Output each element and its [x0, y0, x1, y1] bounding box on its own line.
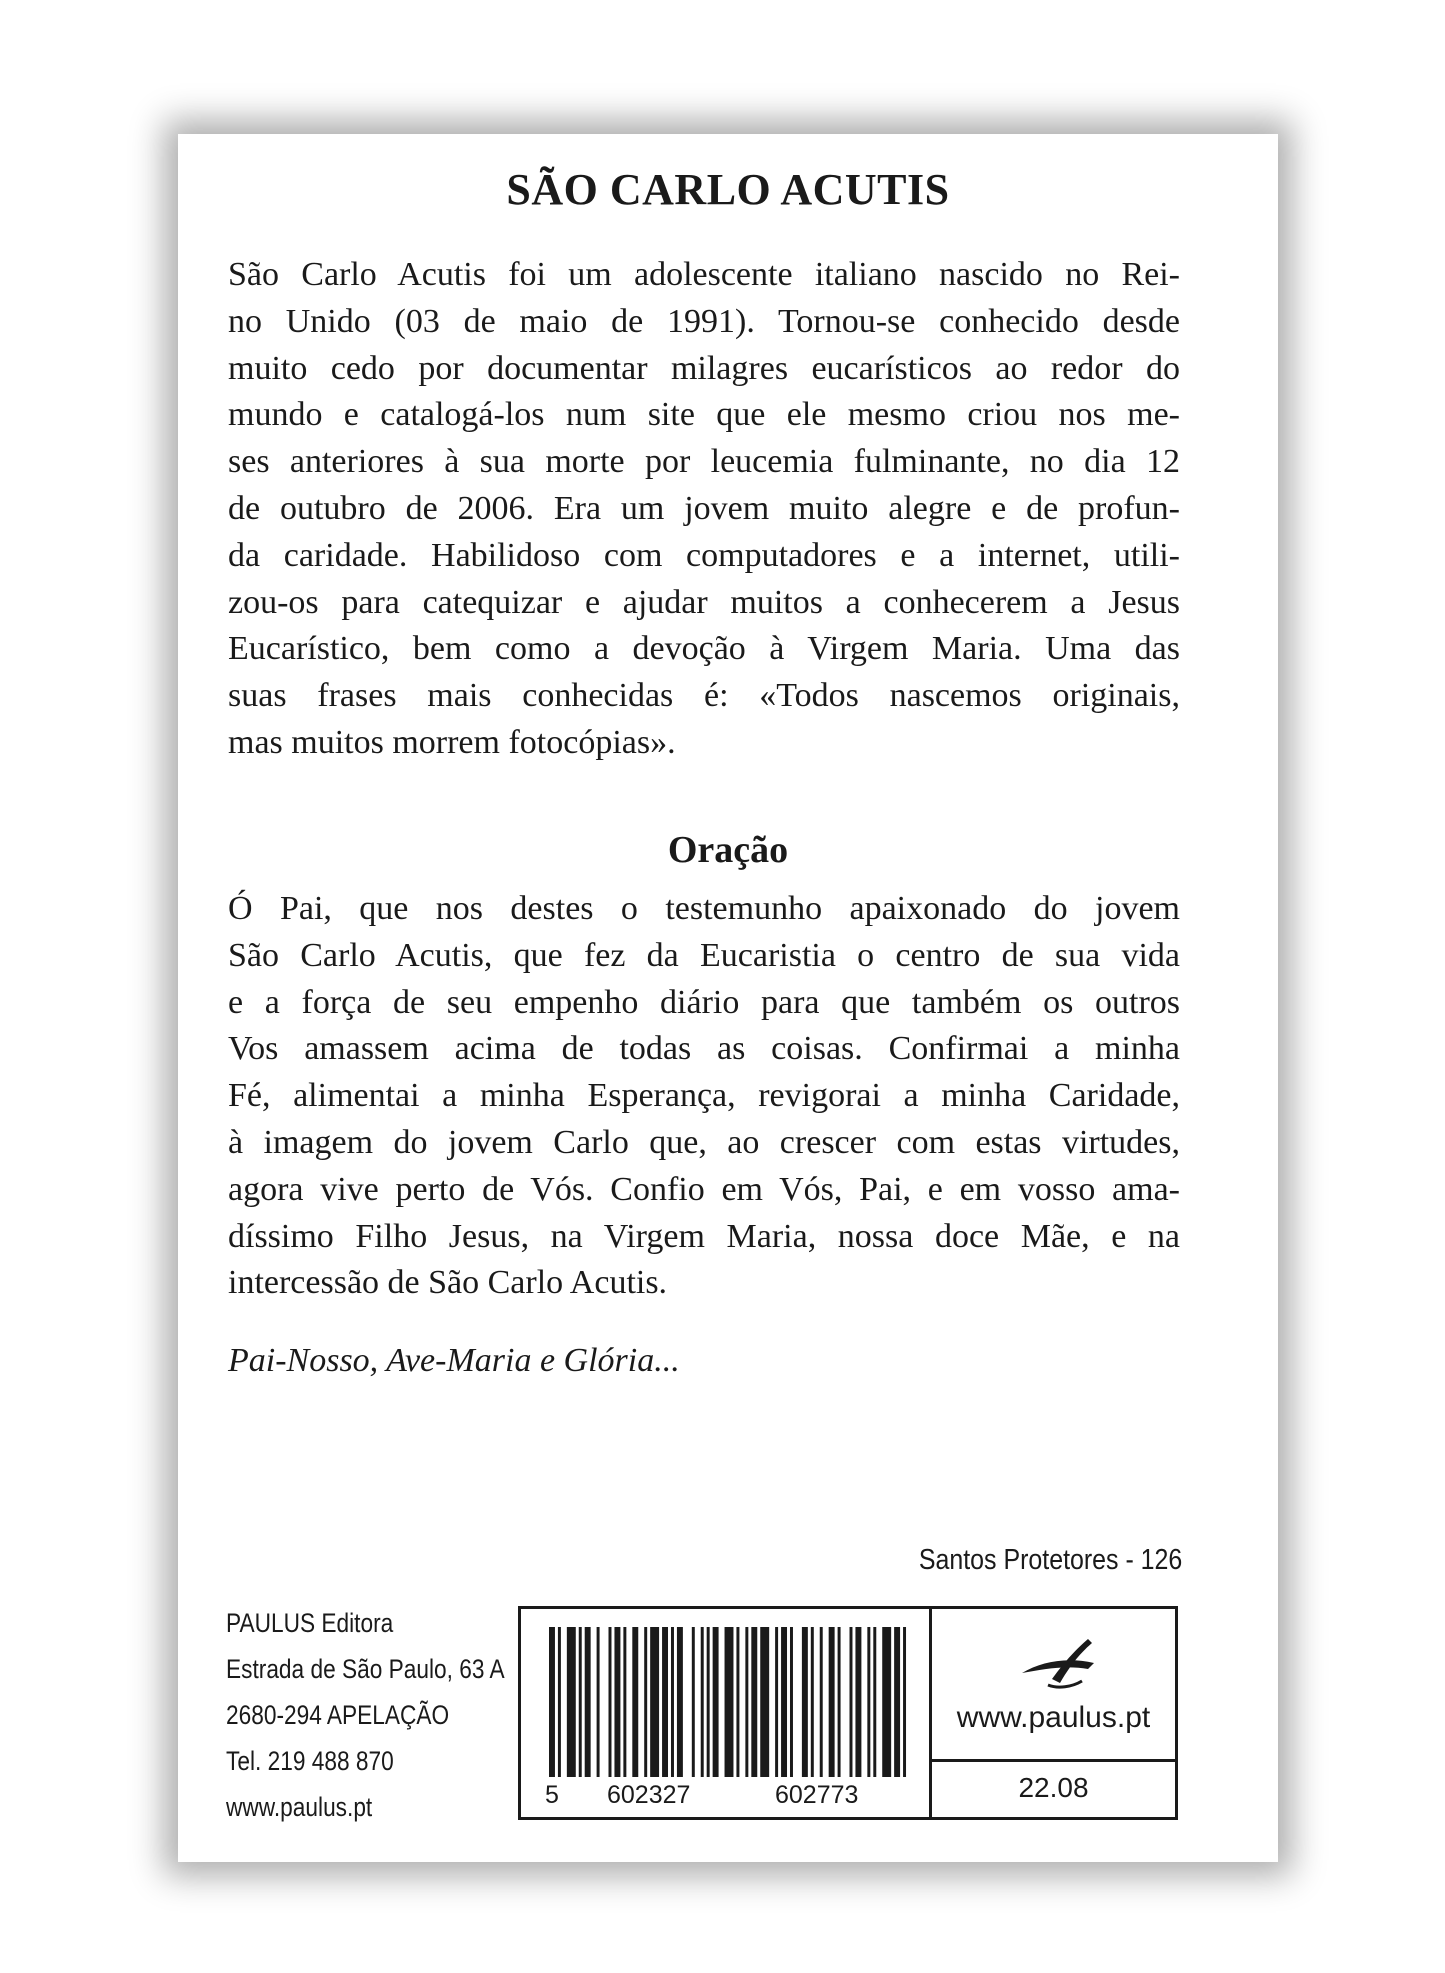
- biography-line: São Carlo Acutis foi um adolescente italiano nascido no Rei-: [228, 256, 1180, 293]
- prayer-line: díssimo Filho Jesus, na Virgem Maria, nossa doce Mãe, e na: [228, 1217, 1180, 1255]
- barcode-bar: [867, 1627, 870, 1777]
- barcode-bar: [692, 1627, 695, 1777]
- barcode-bar: [820, 1627, 823, 1777]
- biography-line: de outubro de 2006. Era um jovem muito alegre e de profun-: [228, 489, 1180, 527]
- barcode-bar: [790, 1627, 793, 1777]
- barcode-digit-right: 602773: [775, 1781, 859, 1809]
- prayer-line: agora vive perto de Vós. Confio em Vós, Pai, e em vosso ama-: [228, 1170, 1180, 1208]
- barcode-digit-left: 602327: [607, 1781, 691, 1809]
- barcode-bar: [751, 1627, 757, 1777]
- barcode-bar: [644, 1627, 647, 1777]
- logo-website: www.paulus.pt: [956, 1701, 1151, 1734]
- barcode-bar: [614, 1627, 620, 1777]
- publisher-street: Estrada de São Paulo, 63 A: [226, 1654, 505, 1684]
- barcode-bar: [671, 1627, 674, 1777]
- barcode-bar: [585, 1627, 591, 1777]
- barcode-bar: [849, 1627, 852, 1777]
- biography-line: mas muitos morrem fotocópias».: [228, 723, 676, 761]
- publisher-phone: Tel. 219 488 870: [226, 1746, 394, 1776]
- barcode-bar: [650, 1627, 659, 1777]
- closing-prayers: Pai-Nosso, Ave-Maria e Glória...: [228, 1342, 680, 1379]
- prayer-line: Vos amassem acima de todas as coisas. Confirmai a minha: [228, 1030, 1180, 1068]
- barcode-bar: [882, 1627, 891, 1777]
- prayer-text: [228, 886, 1180, 1307]
- series-label: Santos Protetores - 126: [918, 1544, 1182, 1576]
- barcode-bar: [802, 1627, 808, 1777]
- barcode-bar: [760, 1627, 769, 1777]
- biography-line: muito cedo por documentar milagres eucarísticos ao redor do: [228, 349, 1180, 387]
- publisher-logo-cell: [932, 1609, 1175, 1759]
- biography-line: ses anteriores à sua morte por leucemia fulminante, no dia 12: [228, 443, 1180, 481]
- publisher-postal: 2680-294 APELAÇÃO: [226, 1700, 450, 1730]
- barcode-bar: [567, 1627, 576, 1777]
- barcode-bar: [745, 1627, 748, 1777]
- barcode-bar: [549, 1627, 555, 1777]
- biography-line: zou-os para catequizar e ajudar muitos a conhecerem a Jesus: [228, 583, 1180, 621]
- biography-line: mundo e catalogá-los num site que ele mesmo criou nos me-: [228, 396, 1180, 434]
- paulus-logo-icon: [1018, 1635, 1100, 1691]
- barcode-bar: [713, 1627, 719, 1777]
- barcode-bar: [597, 1627, 600, 1777]
- card-title: SÃO CARLO ACUTIS: [506, 165, 950, 214]
- barcode-bar: [579, 1627, 582, 1777]
- biography-text: [228, 252, 1180, 767]
- barcode-bar: [725, 1627, 734, 1777]
- product-code: 22.08: [932, 1759, 1175, 1817]
- barcode-bar: [701, 1627, 704, 1777]
- product-info-box: [518, 1606, 1178, 1820]
- publisher-address: [226, 1600, 505, 1830]
- barcode-bar: [903, 1627, 906, 1777]
- prayer-line: e a força de seu empenho diário para que também os outros: [228, 983, 1180, 1021]
- barcode-bar: [775, 1627, 778, 1777]
- barcode-bar: [736, 1627, 739, 1777]
- biography-line: Eucarístico, bem como a devoção à Virgem Maria. Uma das: [228, 630, 1180, 668]
- barcode-bar: [677, 1627, 683, 1777]
- barcode-bar: [838, 1627, 841, 1777]
- barcode-bar: [707, 1627, 710, 1777]
- biography-line: suas frases mais conhecidas é: «Todos nascemos originais,: [228, 677, 1180, 715]
- barcode-bar: [855, 1627, 861, 1777]
- prayer-title: Oração: [667, 829, 789, 871]
- barcode-bar: [811, 1627, 814, 1777]
- barcode-bar: [609, 1627, 612, 1777]
- barcode-image: [549, 1627, 909, 1777]
- biography-line: da caridade. Habilidoso com computadores e a internet, utili-: [228, 536, 1180, 574]
- publisher-name: PAULUS Editora: [226, 1608, 394, 1638]
- prayer-card: [178, 134, 1278, 1862]
- prayer-line: à imagem do jovem Carlo que, ao crescer com estas virtudes,: [228, 1123, 1180, 1161]
- publisher-web: www.paulus.pt: [226, 1792, 373, 1822]
- barcode-bar: [873, 1627, 876, 1777]
- biography-line: no Unido (03 de maio de 1991). Tornou-se conhecido desde: [228, 302, 1180, 340]
- barcode-bar: [662, 1627, 668, 1777]
- barcode-bar: [623, 1627, 626, 1777]
- barcode-bar: [829, 1627, 835, 1777]
- barcode-bar: [894, 1627, 900, 1777]
- barcode-bar: [632, 1627, 638, 1777]
- prayer-line: Ó Pai, que nos destes o testemunho apaixonado do jovem: [228, 890, 1180, 927]
- prayer-line: intercessão de São Carlo Acutis.: [228, 1264, 668, 1302]
- barcode-bar: [781, 1627, 787, 1777]
- barcode-cell: [521, 1609, 932, 1817]
- prayer-line: São Carlo Acutis, que fez da Eucaristia o centro de sua vida: [228, 936, 1180, 974]
- barcode-bar: [558, 1627, 561, 1777]
- prayer-line: Fé, alimentai a minha Esperança, revigorai a minha Caridade,: [228, 1077, 1180, 1115]
- barcode-digit-prefix: 5: [545, 1781, 559, 1809]
